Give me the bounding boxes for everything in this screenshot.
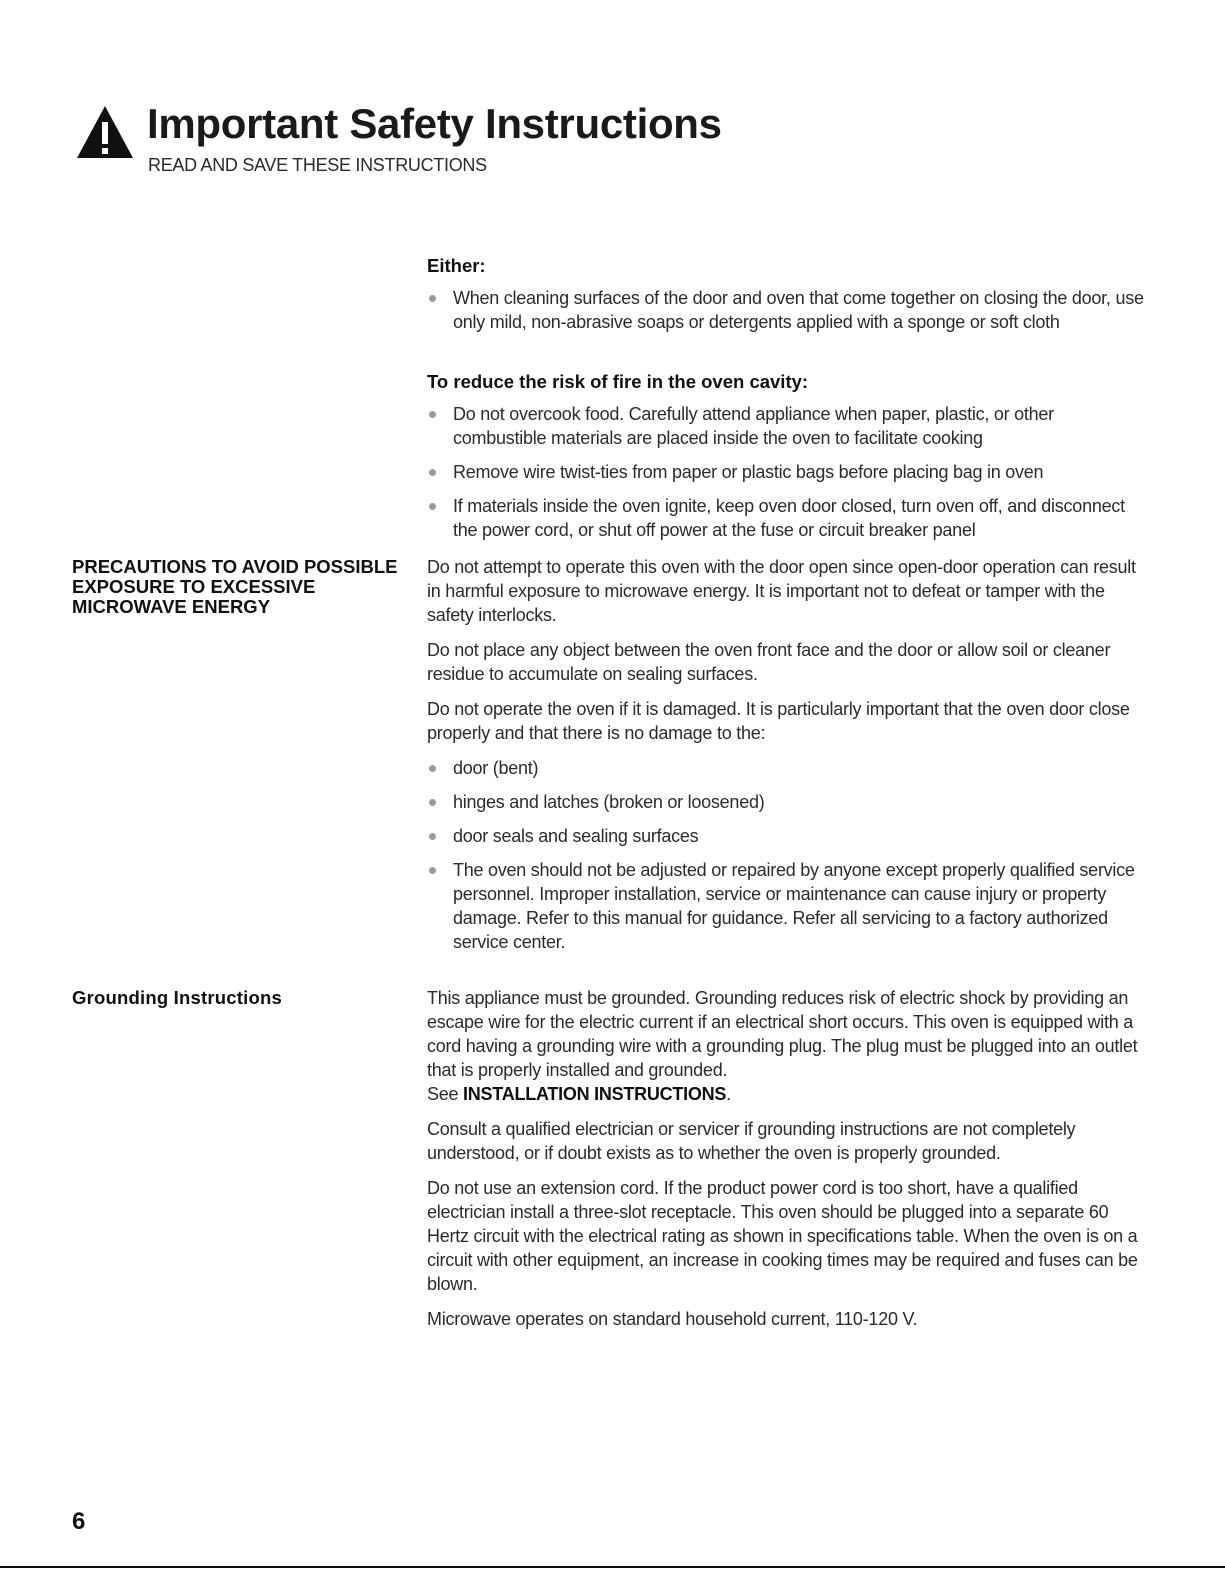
- list-item: hinges and latches (broken or loosened): [427, 790, 1147, 814]
- bullet-icon: [429, 833, 436, 840]
- precautions-body: [427, 555, 1147, 964]
- page-header: [75, 100, 1175, 190]
- grounding-paragraph: Microwave operates on standard household current, 110-120 V.: [427, 1309, 918, 1329]
- list-item: door (bent): [427, 756, 1147, 780]
- installation-reference: INSTALLATION INSTRUCTIONS: [463, 1084, 727, 1104]
- list-item: door seals and sealing surfaces: [427, 824, 1147, 848]
- either-list: [427, 286, 1147, 334]
- list-item: Remove wire twist-ties from paper or plastic bags before placing bag in oven: [427, 460, 1147, 484]
- either-section: [427, 254, 1147, 344]
- bottom-rule: [0, 1566, 1225, 1568]
- list-item: Do not overcook food. Carefully attend appliance when paper, plastic, or other combustible materials are placed inside the oven to facilitate cooking: [427, 402, 1147, 450]
- page-title: Important Safety Instructions: [147, 100, 722, 147]
- precautions-paragraph: Do not operate the oven if it is damaged. It is particularly important that the oven door close properly and that there is no damage to the:: [427, 699, 1130, 743]
- bullet-icon: [429, 503, 436, 510]
- bullet-icon: [429, 469, 436, 476]
- damage-list: [427, 756, 1147, 954]
- fire-list: [427, 402, 1147, 542]
- bullet-icon: [429, 867, 436, 874]
- list-item: When cleaning surfaces of the door and oven that come together on closing the door, use only mild, non-abrasive soaps or detergents applied with a sponge or soft cloth: [427, 286, 1147, 334]
- grounding-label: Grounding Instructions: [72, 987, 282, 1008]
- bullet-icon: [429, 411, 436, 418]
- precautions-paragraph: Do not attempt to operate this oven with the door open since open-door operation can result in harmful exposure to microwave energy. It is important not to defeat or tamper with the safety interlocks.: [427, 557, 1136, 625]
- page-subtitle: READ AND SAVE THESE INSTRUCTIONS: [148, 155, 487, 175]
- grounding-body: [427, 986, 1147, 1342]
- list-item: The oven should not be adjusted or repaired by anyone except properly qualified service personnel. Improper installation, service or maintenance can cause injury or property damage. Refer to this manual for guidance. Refer all servicing to a factory authorized service center.: [427, 858, 1147, 954]
- page-number: 6: [72, 1508, 86, 1535]
- grounding-paragraph: This appliance must be grounded. Grounding reduces risk of electric shock by providing an escape wire for the electric current if an electrical short occurs. This oven is equipped with a cord having a grounding wire with a grounding plug. The plug must be plugged into an outlet that is properly installed and grounded. See INSTALLATION INSTRUCTIONS.: [427, 988, 1138, 1104]
- grounding-paragraph: Consult a qualified electrician or servicer if grounding instructions are not completely understood, or if doubt exists as to whether the oven is properly grounded.: [427, 1119, 1076, 1163]
- fire-heading: To reduce the risk of fire in the oven cavity:: [427, 371, 809, 392]
- precautions-paragraph: Do not place any object between the oven front face and the door or allow soil or cleaner residue to accumulate on sealing surfaces.: [427, 640, 1111, 684]
- list-item: If materials inside the oven ignite, keep oven door closed, turn oven off, and disconnect the power cord, or shut off power at the fuse or circuit breaker panel: [427, 494, 1147, 542]
- fire-section: [427, 370, 1147, 552]
- either-heading: Either:: [427, 255, 486, 276]
- grounding-paragraph: Do not use an extension cord. If the product power cord is too short, have a qualified electrician install a three-slot receptacle. This oven should be plugged into a separate 60 Hertz circuit with the electrical rating as shown in specifications table. When the oven is on a circuit with other equipment, an increase in cooking times may be required and fuses can be blown.: [427, 1178, 1138, 1294]
- warning-triangle-icon: [75, 104, 135, 160]
- bullet-icon: [429, 295, 436, 302]
- bullet-icon: [429, 765, 436, 772]
- precautions-label: PRECAUTIONS TO AVOID POSSIBLE EXPOSURE TO EXCESSIVE MICROWAVE ENERGY: [72, 556, 398, 617]
- bullet-icon: [429, 799, 436, 806]
